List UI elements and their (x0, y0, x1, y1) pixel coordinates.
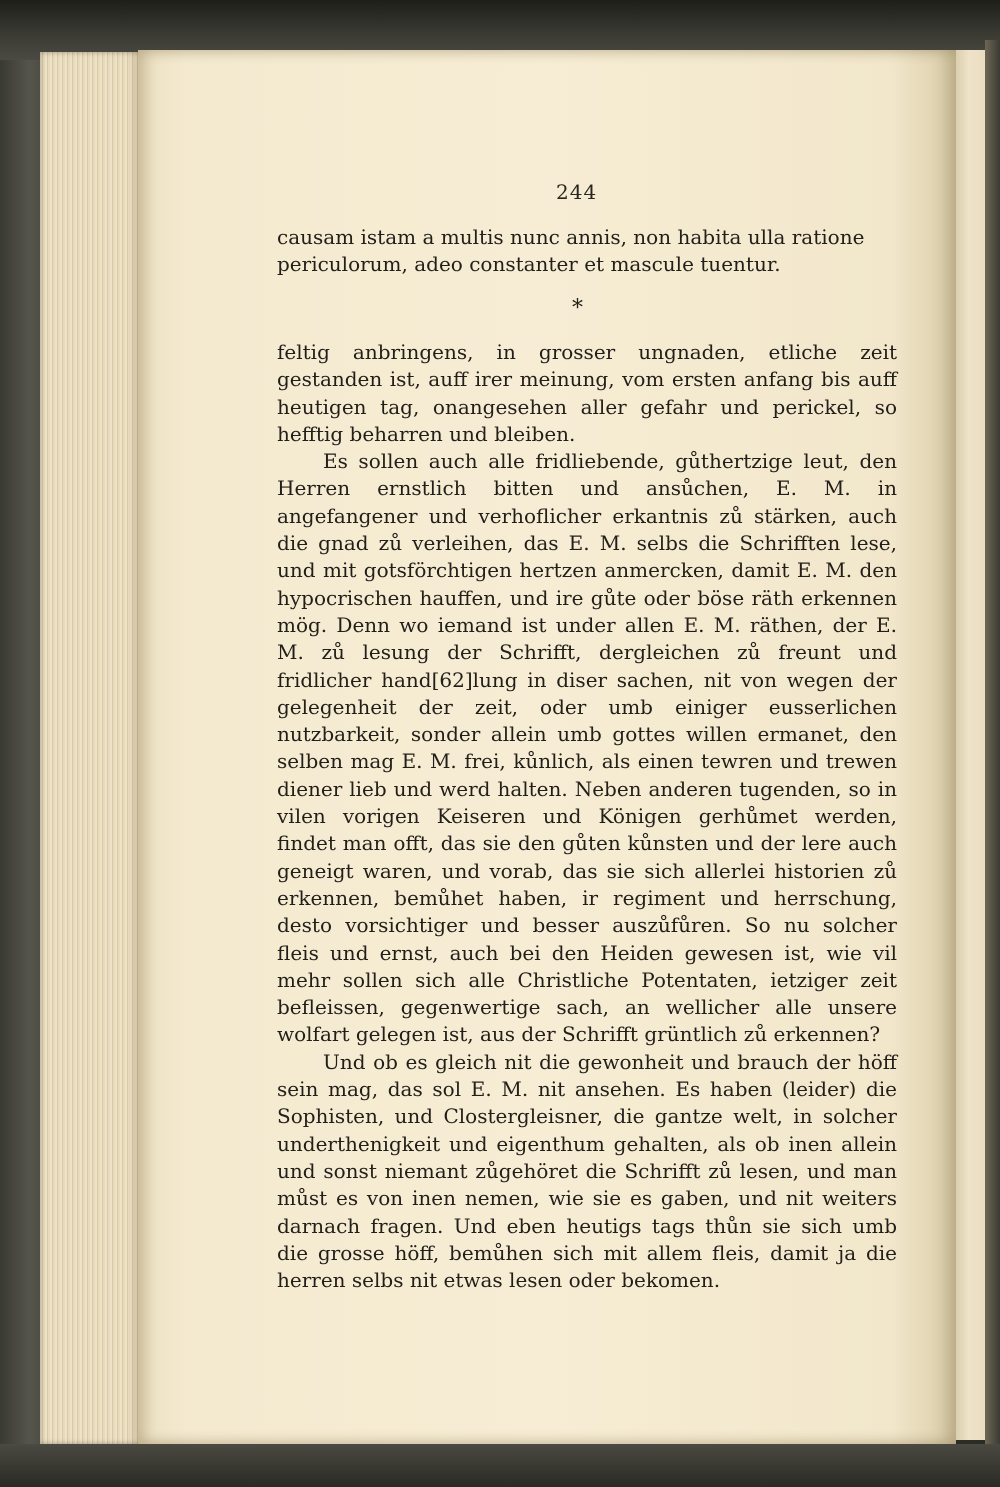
book-cover-bottom (0, 1444, 1000, 1487)
page-edges (40, 52, 142, 1444)
german-passage (277, 339, 897, 1294)
page-number: 244 (556, 180, 598, 204)
latin-passage (277, 224, 897, 279)
paragraph-1: feltig anbringens, in grosser ungnaden, etliche zeit gestanden ist, auff irer meinung, vom ersten anfang bis auff heutigen tag, onangesehen aller gefahr und perickel, so hefftig beharren und bleiben. (277, 340, 897, 446)
latin-line-1: causam istam a multis nunc annis, non habita ulla ratione (277, 225, 865, 249)
section-separator: * (572, 296, 583, 321)
paragraph-3: Und ob es gleich nit die gewonheit und brauch der höff sein mag, das sol E. M. nit ansehen. Es haben (leider) die Sophisten, und Clostergleisner, die gantze welt, in solcher underthenigkeit und eigenthum gehalten, als ob inen allein und sonst niemant zůgehöret die Schrifft zů lesen, und man můst es von inen nemen, wie sie es gaben, und nit weiters darnach fragen. Und eben heutigs tags thůn sie sich umb die grosse höff, bemůhen sich mit allem fleis, damit ja die herren selbs nit etwas lesen oder bekomen. (277, 1049, 897, 1293)
binding-edge (985, 40, 1000, 1487)
paragraph-2: Es sollen auch alle fridliebende, gůthertzige leut, den Herren ernstlich bitten und ansůchen, E. M. in angefangener und verhoflicher erkantnis zů stärken, auch die gnad zů verleihen, das E. M. selbs die Schrifften lese, und mit gotsförchtigen hertzen anmercken, damit E. M. den hypocrischen hauffen, und ire gůte oder böse räth erkennen mög. Denn wo iemand ist under allen E. M. räthen, der E. M. zů lesung der Schrifft, dergleichen zů freunt und fridlicher hand[62]lung in diser sachen, nit von wegen der gelegenheit der zeit, oder umb einiger eusserlichen nutzbarkeit, sonder allein umb gottes willen ermanet, den selben mag E. M. frei, kůnlich, als einen tewren und trewen diener lieb und werd halten. Neben anderen tugenden, so in vilen vorigen Keiseren und Königen gerhůmet werden, findet man offt, das sie den gůten kůnsten und der lere auch geneigt waren, und vorab, das sie sich allerlei historien zů erkennen, bemůhet haben, ir regiment und herrschung, desto vorsichtiger und besser auszůfůren. So nu solcher fleis und ernst, auch bei den Heiden gewesen ist, wie vil mehr sollen sich alle Christliche Potentaten, ietziger zeit befleissen, gegenwertige sach, an wellicher alle unsere wolfart gelegen ist, aus der Schrifft grüntlich zů erkennen? (277, 449, 897, 1047)
latin-line-2: periculorum, adeo constanter et mascule tuentur. (277, 252, 781, 277)
